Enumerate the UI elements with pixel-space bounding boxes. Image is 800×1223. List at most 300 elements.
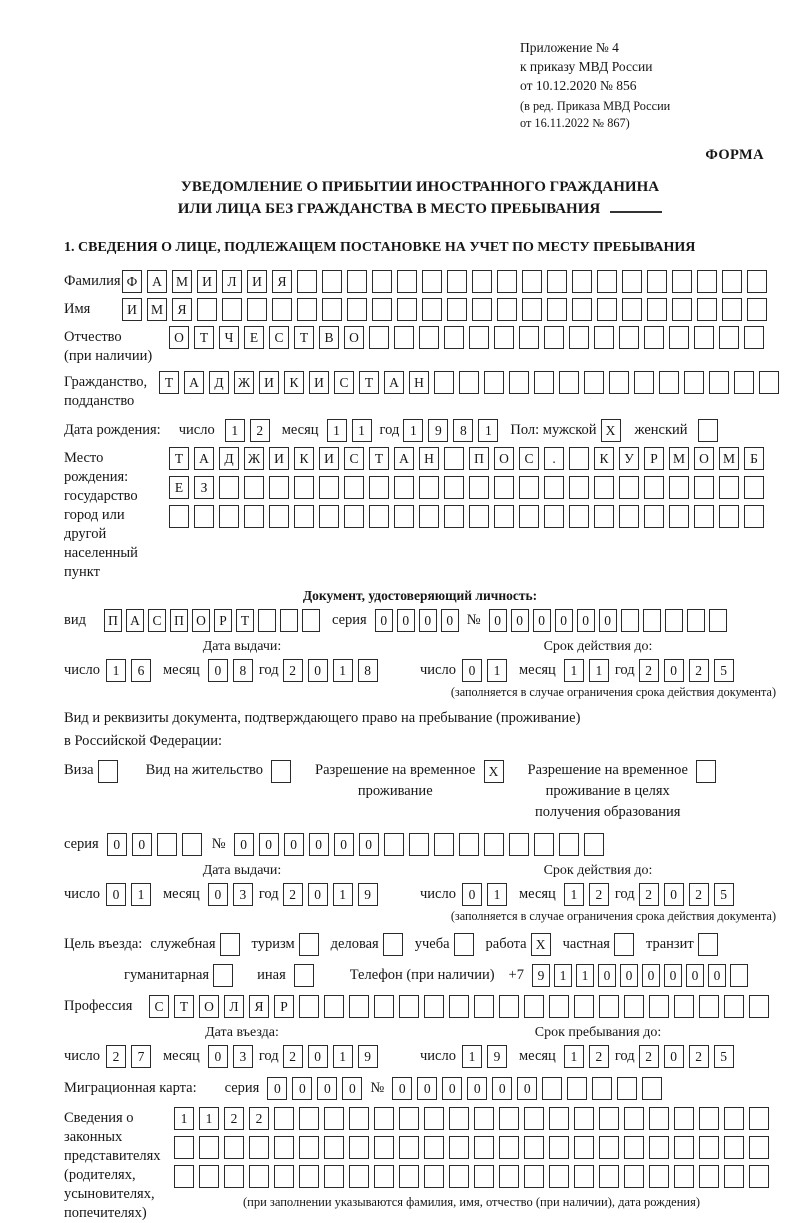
char-cell[interactable] xyxy=(169,505,189,528)
char-cell[interactable]: И xyxy=(309,371,329,394)
char-cell[interactable] xyxy=(522,270,542,293)
char-cell[interactable]: 0 xyxy=(489,609,507,632)
char-cell[interactable]: Е xyxy=(244,326,264,349)
char-cell[interactable] xyxy=(724,1107,744,1130)
char-cell[interactable]: 9 xyxy=(428,419,448,442)
char-cell[interactable] xyxy=(759,371,779,394)
char-cell[interactable]: 0 xyxy=(686,964,704,987)
char-cell[interactable]: 0 xyxy=(664,883,684,906)
char-cell[interactable] xyxy=(747,298,767,321)
char-cell[interactable] xyxy=(497,298,517,321)
char-cell[interactable]: А xyxy=(394,447,414,470)
identity-doc-type-field[interactable] xyxy=(104,609,320,632)
char-cell[interactable] xyxy=(499,995,519,1018)
char-cell[interactable] xyxy=(597,270,617,293)
purpose-study-checkbox[interactable] xyxy=(454,933,474,956)
stay-month-field[interactable] xyxy=(564,1045,609,1068)
char-cell[interactable]: С xyxy=(519,447,539,470)
char-cell[interactable] xyxy=(247,298,267,321)
char-cell[interactable] xyxy=(372,270,392,293)
char-cell[interactable] xyxy=(324,1107,344,1130)
char-cell[interactable] xyxy=(269,505,289,528)
char-cell[interactable] xyxy=(224,1165,244,1188)
entry-day-field[interactable] xyxy=(106,1045,151,1068)
char-cell[interactable] xyxy=(617,1077,637,1100)
char-cell[interactable]: 2 xyxy=(283,883,303,906)
char-cell[interactable] xyxy=(687,609,705,632)
char-cell[interactable] xyxy=(499,1165,519,1188)
char-cell[interactable]: 0 xyxy=(517,1077,537,1100)
char-cell[interactable]: Ф xyxy=(122,270,142,293)
char-cell[interactable] xyxy=(592,1077,612,1100)
char-cell[interactable]: Т xyxy=(169,447,189,470)
char-cell[interactable]: 1 xyxy=(131,883,151,906)
char-cell[interactable] xyxy=(649,1107,669,1130)
char-cell[interactable]: С xyxy=(344,447,364,470)
entry-year-field[interactable] xyxy=(283,1045,378,1068)
char-cell[interactable] xyxy=(474,1136,494,1159)
char-cell[interactable]: 0 xyxy=(708,964,726,987)
char-cell[interactable]: М xyxy=(172,270,192,293)
char-cell[interactable] xyxy=(594,476,614,499)
char-cell[interactable] xyxy=(374,1136,394,1159)
char-cell[interactable] xyxy=(244,505,264,528)
char-cell[interactable] xyxy=(549,1136,569,1159)
phone-field[interactable] xyxy=(532,964,748,987)
char-cell[interactable]: П xyxy=(104,609,122,632)
entry-month-field[interactable] xyxy=(208,1045,253,1068)
char-cell[interactable] xyxy=(624,1165,644,1188)
char-cell[interactable] xyxy=(622,270,642,293)
temp-permit-education-checkbox[interactable] xyxy=(696,760,716,783)
char-cell[interactable]: 1 xyxy=(199,1107,219,1130)
char-cell[interactable] xyxy=(534,833,554,856)
char-cell[interactable] xyxy=(599,1136,619,1159)
char-cell[interactable]: 1 xyxy=(333,883,353,906)
purpose-other-checkbox[interactable] xyxy=(294,964,314,987)
char-cell[interactable] xyxy=(199,1165,219,1188)
char-cell[interactable]: И xyxy=(197,270,217,293)
char-cell[interactable] xyxy=(349,1165,369,1188)
char-cell[interactable] xyxy=(447,270,467,293)
char-cell[interactable] xyxy=(697,298,717,321)
char-cell[interactable] xyxy=(519,476,539,499)
char-cell[interactable] xyxy=(449,1136,469,1159)
char-cell[interactable]: 9 xyxy=(358,883,378,906)
char-cell[interactable] xyxy=(258,609,276,632)
char-cell[interactable] xyxy=(182,833,202,856)
purpose-humanitarian-checkbox[interactable] xyxy=(213,964,233,987)
char-cell[interactable]: Р xyxy=(274,995,294,1018)
char-cell[interactable]: Л xyxy=(222,270,242,293)
char-cell[interactable]: 0 xyxy=(442,1077,462,1100)
char-cell[interactable]: О xyxy=(694,447,714,470)
char-cell[interactable] xyxy=(297,270,317,293)
char-cell[interactable]: А xyxy=(147,270,167,293)
char-cell[interactable] xyxy=(644,505,664,528)
char-cell[interactable] xyxy=(574,1165,594,1188)
char-cell[interactable] xyxy=(499,1107,519,1130)
char-cell[interactable] xyxy=(669,476,689,499)
char-cell[interactable]: С xyxy=(149,995,169,1018)
char-cell[interactable]: Я xyxy=(272,270,292,293)
identity-doc-number-field[interactable] xyxy=(489,609,727,632)
char-cell[interactable]: 1 xyxy=(554,964,572,987)
char-cell[interactable] xyxy=(644,326,664,349)
char-cell[interactable]: 0 xyxy=(642,964,660,987)
char-cell[interactable]: 0 xyxy=(375,609,393,632)
char-cell[interactable]: З xyxy=(194,476,214,499)
char-cell[interactable]: Т xyxy=(159,371,179,394)
char-cell[interactable]: Т xyxy=(369,447,389,470)
char-cell[interactable] xyxy=(324,995,344,1018)
identity-issue-month-field[interactable] xyxy=(208,659,253,682)
char-cell[interactable]: М xyxy=(719,447,739,470)
char-cell[interactable]: Ж xyxy=(234,371,254,394)
char-cell[interactable] xyxy=(499,1136,519,1159)
visa-checkbox[interactable] xyxy=(98,760,118,783)
char-cell[interactable] xyxy=(547,298,567,321)
char-cell[interactable] xyxy=(322,270,342,293)
char-cell[interactable]: 0 xyxy=(267,1077,287,1100)
identity-valid-day-field[interactable] xyxy=(462,659,507,682)
char-cell[interactable]: 0 xyxy=(107,833,127,856)
char-cell[interactable] xyxy=(734,371,754,394)
char-cell[interactable] xyxy=(444,476,464,499)
residence-permit-checkbox[interactable] xyxy=(271,760,291,783)
char-cell[interactable]: 0 xyxy=(208,883,228,906)
char-cell[interactable]: Т xyxy=(236,609,254,632)
char-cell[interactable]: 0 xyxy=(511,609,529,632)
char-cell[interactable] xyxy=(684,371,704,394)
surname-field[interactable] xyxy=(122,270,767,293)
char-cell[interactable] xyxy=(524,1136,544,1159)
char-cell[interactable]: Ж xyxy=(244,447,264,470)
char-cell[interactable]: 0 xyxy=(308,883,328,906)
char-cell[interactable] xyxy=(474,995,494,1018)
char-cell[interactable] xyxy=(397,270,417,293)
char-cell[interactable]: С xyxy=(334,371,354,394)
char-cell[interactable] xyxy=(434,371,454,394)
char-cell[interactable] xyxy=(709,609,727,632)
char-cell[interactable]: 0 xyxy=(317,1077,337,1100)
char-cell[interactable] xyxy=(549,1107,569,1130)
char-cell[interactable] xyxy=(424,1165,444,1188)
char-cell[interactable] xyxy=(649,1165,669,1188)
profession-field[interactable] xyxy=(149,995,769,1018)
char-cell[interactable]: Б xyxy=(744,447,764,470)
char-cell[interactable]: 2 xyxy=(589,1045,609,1068)
char-cell[interactable]: 0 xyxy=(334,833,354,856)
char-cell[interactable] xyxy=(269,476,289,499)
char-cell[interactable] xyxy=(194,505,214,528)
char-cell[interactable] xyxy=(567,1077,587,1100)
char-cell[interactable]: 2 xyxy=(250,419,270,442)
char-cell[interactable] xyxy=(299,1136,319,1159)
char-cell[interactable] xyxy=(469,476,489,499)
representatives-row2-field[interactable] xyxy=(174,1136,769,1159)
char-cell[interactable] xyxy=(697,270,717,293)
char-cell[interactable] xyxy=(197,298,217,321)
char-cell[interactable]: 0 xyxy=(441,609,459,632)
char-cell[interactable] xyxy=(299,1107,319,1130)
char-cell[interactable] xyxy=(399,1136,419,1159)
char-cell[interactable]: И xyxy=(259,371,279,394)
char-cell[interactable]: 1 xyxy=(487,883,507,906)
char-cell[interactable]: О xyxy=(494,447,514,470)
char-cell[interactable]: 5 xyxy=(714,659,734,682)
char-cell[interactable]: 0 xyxy=(555,609,573,632)
char-cell[interactable] xyxy=(224,1136,244,1159)
char-cell[interactable] xyxy=(434,833,454,856)
char-cell[interactable] xyxy=(399,1107,419,1130)
char-cell[interactable]: 2 xyxy=(249,1107,269,1130)
char-cell[interactable]: 1 xyxy=(487,659,507,682)
char-cell[interactable]: Д xyxy=(209,371,229,394)
char-cell[interactable]: 0 xyxy=(664,964,682,987)
char-cell[interactable] xyxy=(622,298,642,321)
char-cell[interactable] xyxy=(369,505,389,528)
char-cell[interactable] xyxy=(374,1107,394,1130)
char-cell[interactable]: О xyxy=(169,326,189,349)
char-cell[interactable] xyxy=(199,1136,219,1159)
char-cell[interactable]: 2 xyxy=(283,1045,303,1068)
char-cell[interactable]: Я xyxy=(249,995,269,1018)
char-cell[interactable] xyxy=(524,1165,544,1188)
citizenship-field[interactable] xyxy=(159,371,779,394)
char-cell[interactable] xyxy=(324,1165,344,1188)
char-cell[interactable] xyxy=(469,505,489,528)
char-cell[interactable] xyxy=(344,476,364,499)
char-cell[interactable]: Т xyxy=(359,371,379,394)
char-cell[interactable]: Н xyxy=(409,371,429,394)
char-cell[interactable] xyxy=(749,1136,769,1159)
char-cell[interactable]: 2 xyxy=(589,883,609,906)
char-cell[interactable] xyxy=(449,995,469,1018)
char-cell[interactable] xyxy=(344,505,364,528)
char-cell[interactable]: 0 xyxy=(664,659,684,682)
birth-place-row1-field[interactable] xyxy=(169,447,764,470)
char-cell[interactable] xyxy=(584,371,604,394)
char-cell[interactable]: . xyxy=(544,447,564,470)
char-cell[interactable] xyxy=(399,1165,419,1188)
char-cell[interactable]: 0 xyxy=(392,1077,412,1100)
residence-series-field[interactable] xyxy=(107,833,202,856)
char-cell[interactable] xyxy=(399,995,419,1018)
char-cell[interactable] xyxy=(699,1107,719,1130)
char-cell[interactable]: 9 xyxy=(487,1045,507,1068)
char-cell[interactable] xyxy=(297,298,317,321)
purpose-tourism-checkbox[interactable] xyxy=(299,933,319,956)
char-cell[interactable] xyxy=(647,298,667,321)
char-cell[interactable] xyxy=(397,298,417,321)
char-cell[interactable] xyxy=(534,371,554,394)
char-cell[interactable]: 0 xyxy=(132,833,152,856)
stay-year-field[interactable] xyxy=(639,1045,734,1068)
char-cell[interactable] xyxy=(599,995,619,1018)
char-cell[interactable] xyxy=(274,1107,294,1130)
char-cell[interactable]: 0 xyxy=(462,883,482,906)
char-cell[interactable]: А xyxy=(126,609,144,632)
char-cell[interactable]: 0 xyxy=(599,609,617,632)
char-cell[interactable]: О xyxy=(344,326,364,349)
char-cell[interactable] xyxy=(349,1136,369,1159)
char-cell[interactable] xyxy=(157,833,177,856)
char-cell[interactable]: Т xyxy=(174,995,194,1018)
char-cell[interactable] xyxy=(459,833,479,856)
char-cell[interactable] xyxy=(749,1107,769,1130)
char-cell[interactable] xyxy=(744,476,764,499)
char-cell[interactable]: 2 xyxy=(106,1045,126,1068)
char-cell[interactable] xyxy=(449,1165,469,1188)
residence-number-field[interactable] xyxy=(234,833,604,856)
char-cell[interactable] xyxy=(349,1107,369,1130)
char-cell[interactable] xyxy=(649,1136,669,1159)
char-cell[interactable] xyxy=(749,1165,769,1188)
char-cell[interactable]: 0 xyxy=(397,609,415,632)
char-cell[interactable]: 2 xyxy=(639,659,659,682)
char-cell[interactable] xyxy=(409,833,429,856)
char-cell[interactable]: Р xyxy=(644,447,664,470)
char-cell[interactable] xyxy=(384,833,404,856)
char-cell[interactable]: 1 xyxy=(589,659,609,682)
char-cell[interactable] xyxy=(744,326,764,349)
char-cell[interactable] xyxy=(634,371,654,394)
char-cell[interactable] xyxy=(719,505,739,528)
char-cell[interactable]: 1 xyxy=(576,964,594,987)
char-cell[interactable]: 8 xyxy=(233,659,253,682)
char-cell[interactable]: В xyxy=(319,326,339,349)
char-cell[interactable]: 8 xyxy=(453,419,473,442)
char-cell[interactable]: С xyxy=(269,326,289,349)
char-cell[interactable]: 0 xyxy=(492,1077,512,1100)
char-cell[interactable]: Я xyxy=(172,298,192,321)
char-cell[interactable]: 0 xyxy=(259,833,279,856)
char-cell[interactable]: 0 xyxy=(417,1077,437,1100)
representatives-row3-field[interactable] xyxy=(174,1165,769,1188)
residence-issue-month-field[interactable] xyxy=(208,883,253,906)
char-cell[interactable] xyxy=(494,326,514,349)
char-cell[interactable]: У xyxy=(619,447,639,470)
char-cell[interactable] xyxy=(299,1165,319,1188)
char-cell[interactable]: 0 xyxy=(664,1045,684,1068)
char-cell[interactable] xyxy=(719,326,739,349)
char-cell[interactable] xyxy=(749,995,769,1018)
char-cell[interactable] xyxy=(574,995,594,1018)
char-cell[interactable] xyxy=(649,995,669,1018)
char-cell[interactable] xyxy=(469,326,489,349)
char-cell[interactable] xyxy=(374,1165,394,1188)
char-cell[interactable]: С xyxy=(148,609,166,632)
char-cell[interactable]: К xyxy=(284,371,304,394)
char-cell[interactable] xyxy=(472,270,492,293)
char-cell[interactable] xyxy=(324,1136,344,1159)
char-cell[interactable] xyxy=(559,371,579,394)
char-cell[interactable] xyxy=(719,476,739,499)
char-cell[interactable]: 2 xyxy=(639,1045,659,1068)
char-cell[interactable]: Р xyxy=(214,609,232,632)
char-cell[interactable] xyxy=(699,995,719,1018)
char-cell[interactable] xyxy=(459,371,479,394)
char-cell[interactable] xyxy=(444,447,464,470)
char-cell[interactable]: 1 xyxy=(327,419,347,442)
char-cell[interactable]: 3 xyxy=(233,883,253,906)
representatives-row1-field[interactable] xyxy=(174,1107,769,1130)
char-cell[interactable] xyxy=(569,476,589,499)
char-cell[interactable] xyxy=(674,995,694,1018)
char-cell[interactable] xyxy=(699,1136,719,1159)
char-cell[interactable]: 1 xyxy=(564,883,584,906)
char-cell[interactable]: М xyxy=(147,298,167,321)
char-cell[interactable] xyxy=(647,270,667,293)
char-cell[interactable] xyxy=(674,1165,694,1188)
char-cell[interactable]: 0 xyxy=(208,659,228,682)
char-cell[interactable]: Л xyxy=(224,995,244,1018)
identity-valid-year-field[interactable] xyxy=(639,659,734,682)
char-cell[interactable] xyxy=(394,476,414,499)
residence-issue-day-field[interactable] xyxy=(106,883,151,906)
purpose-commercial-checkbox[interactable] xyxy=(383,933,403,956)
char-cell[interactable] xyxy=(274,1165,294,1188)
char-cell[interactable] xyxy=(624,995,644,1018)
char-cell[interactable] xyxy=(369,476,389,499)
char-cell[interactable]: К xyxy=(294,447,314,470)
char-cell[interactable]: 2 xyxy=(283,659,303,682)
char-cell[interactable]: К xyxy=(594,447,614,470)
purpose-business-checkbox[interactable] xyxy=(220,933,240,956)
char-cell[interactable] xyxy=(302,609,320,632)
char-cell[interactable] xyxy=(509,833,529,856)
char-cell[interactable]: 0 xyxy=(309,833,329,856)
char-cell[interactable]: Н xyxy=(419,447,439,470)
char-cell[interactable] xyxy=(424,1107,444,1130)
char-cell[interactable]: О xyxy=(192,609,210,632)
migration-series-field[interactable] xyxy=(267,1077,362,1100)
char-cell[interactable] xyxy=(474,1165,494,1188)
char-cell[interactable] xyxy=(522,298,542,321)
birth-month-field[interactable] xyxy=(327,419,372,442)
char-cell[interactable] xyxy=(544,476,564,499)
char-cell[interactable]: 3 xyxy=(233,1045,253,1068)
char-cell[interactable] xyxy=(347,298,367,321)
char-cell[interactable] xyxy=(672,270,692,293)
char-cell[interactable] xyxy=(394,505,414,528)
char-cell[interactable] xyxy=(447,298,467,321)
char-cell[interactable] xyxy=(584,833,604,856)
char-cell[interactable]: 0 xyxy=(419,609,437,632)
char-cell[interactable] xyxy=(574,1107,594,1130)
char-cell[interactable] xyxy=(549,995,569,1018)
char-cell[interactable] xyxy=(724,995,744,1018)
identity-valid-month-field[interactable] xyxy=(564,659,609,682)
char-cell[interactable] xyxy=(694,505,714,528)
char-cell[interactable] xyxy=(174,1136,194,1159)
char-cell[interactable]: А xyxy=(184,371,204,394)
char-cell[interactable] xyxy=(572,298,592,321)
char-cell[interactable] xyxy=(674,1107,694,1130)
char-cell[interactable]: А xyxy=(194,447,214,470)
char-cell[interactable] xyxy=(599,1165,619,1188)
char-cell[interactable]: Ч xyxy=(219,326,239,349)
char-cell[interactable] xyxy=(672,298,692,321)
char-cell[interactable] xyxy=(669,326,689,349)
char-cell[interactable] xyxy=(624,1107,644,1130)
char-cell[interactable]: П xyxy=(469,447,489,470)
char-cell[interactable]: 1 xyxy=(564,659,584,682)
char-cell[interactable]: 2 xyxy=(224,1107,244,1130)
char-cell[interactable]: 2 xyxy=(689,659,709,682)
char-cell[interactable] xyxy=(621,609,639,632)
